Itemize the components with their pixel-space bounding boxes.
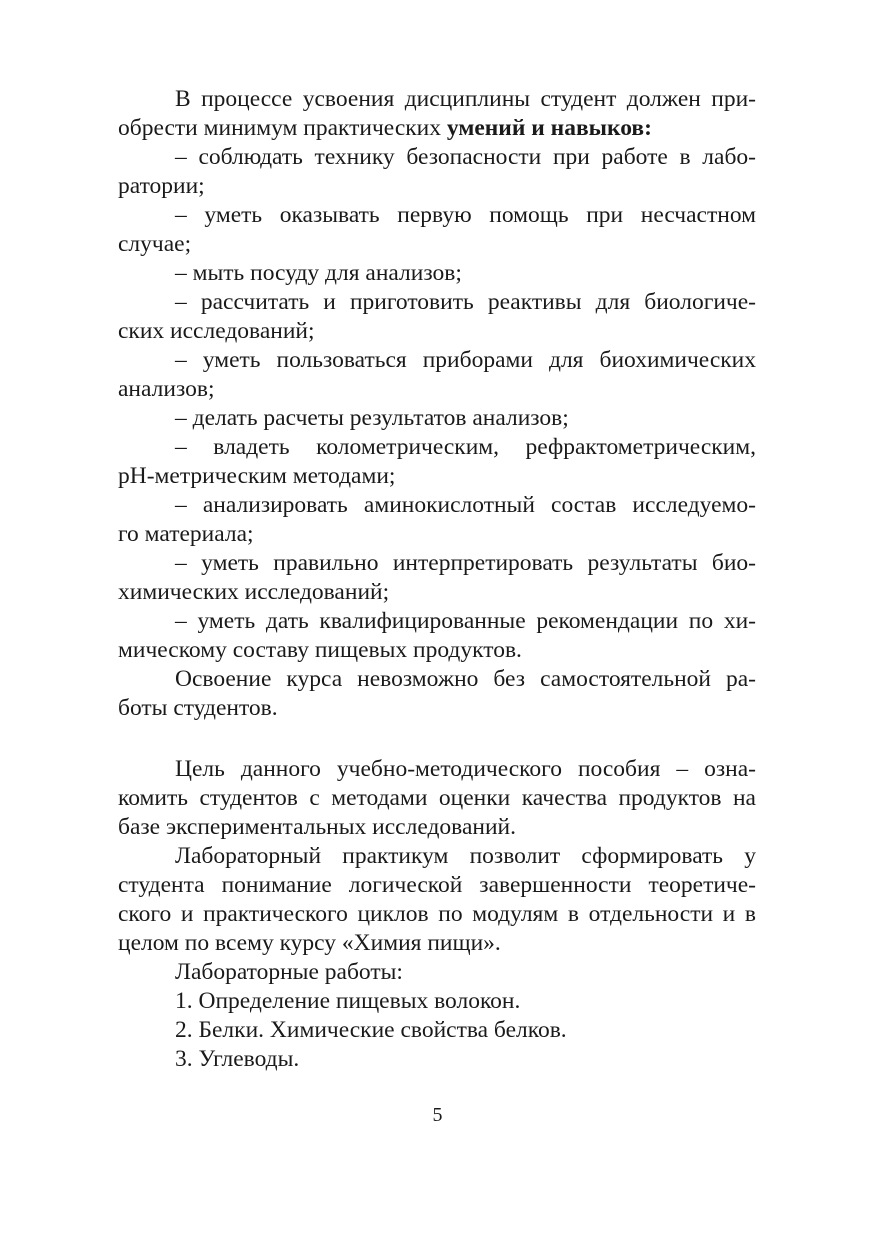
text-line: Цель данного учебно-методического пособия – озна- bbox=[175, 756, 756, 782]
text-line: – рассчитать и приготовить реактивы для биологиче- bbox=[175, 289, 756, 315]
text-line: го материала; bbox=[118, 521, 254, 547]
text-line: – мыть посуду для анализов; bbox=[175, 260, 462, 286]
text-line: Лабораторные работы: bbox=[175, 959, 403, 985]
text-line: – владеть колометрическим, рефрактометрическим, bbox=[175, 434, 756, 460]
text-line: студента понимание логической завершенности теоретиче- bbox=[118, 872, 756, 898]
list-item: 2. Белки. Химические свойства белков. bbox=[175, 1017, 567, 1043]
text-line: В процессе усвоения дисциплины студент должен при- bbox=[175, 86, 756, 112]
text-line: ского и практического циклов по модулям в отдельности и в bbox=[118, 901, 756, 927]
text-line bbox=[118, 114, 756, 143]
text-line: – уметь дать квалифицированные рекомендации по хи- bbox=[175, 608, 756, 634]
text-line: случае; bbox=[118, 231, 192, 257]
list-item: 1. Определение пищевых волокон. bbox=[175, 988, 521, 1014]
text-line: – соблюдать технику безопасности при работе в лабо- bbox=[175, 144, 756, 170]
text-line: – делать расчеты результатов анализов; bbox=[175, 405, 569, 431]
text-line: мическому составу пищевых продуктов. bbox=[118, 637, 522, 663]
text-line: боты студентов. bbox=[118, 695, 278, 721]
text-line: – уметь правильно интерпретировать результаты био- bbox=[175, 550, 756, 576]
text-line: химических исследований; bbox=[118, 579, 390, 605]
list-item: 3. Углеводы. bbox=[175, 1046, 300, 1072]
text-line: целом по всему курсу «Химия пищи». bbox=[118, 930, 501, 956]
text-line: анализов; bbox=[118, 376, 215, 402]
text-line: базе экспериментальных исследований. bbox=[118, 814, 516, 840]
text-line: ратории; bbox=[118, 173, 205, 199]
text-line: комить студентов с методами оценки качества продуктов на bbox=[118, 785, 756, 811]
page-number: 5 bbox=[432, 1104, 443, 1126]
text-line: – анализировать аминокислотный состав исследуемо- bbox=[175, 492, 756, 518]
bold-emphasis: умений и навыков: bbox=[446, 115, 652, 141]
text-line: – уметь оказывать первую помощь при несчастном bbox=[175, 202, 756, 228]
text-line: – уметь пользоваться приборами для биохимических bbox=[175, 347, 756, 373]
text-line: ских исследований; bbox=[118, 318, 315, 344]
text-line: Лабораторный практикум позволит сформировать у bbox=[175, 843, 756, 869]
text-line: Освоение курса невозможно без самостоятельной ра- bbox=[175, 666, 756, 692]
text-span: обрести минимум практических bbox=[118, 115, 447, 141]
text-line: рН-метрическим методами; bbox=[118, 463, 396, 489]
